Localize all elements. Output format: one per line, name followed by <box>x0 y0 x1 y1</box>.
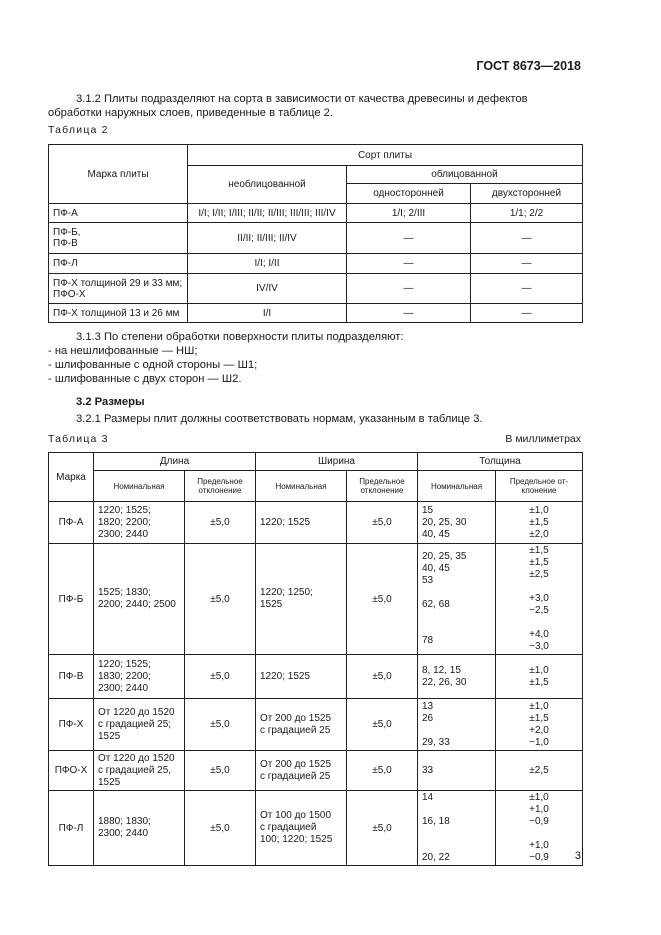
t3-cell-width-dev: ±5,0 <box>347 791 418 866</box>
t3-cell-mark: ПФ-Л <box>49 791 94 866</box>
t2-row-two-sided: — <box>471 254 583 274</box>
t2-header-sort: Сорт плиты <box>188 145 583 166</box>
t2-row-one-sided: — <box>347 223 471 254</box>
t3-cell-width: 1220; 1525 <box>256 655 347 699</box>
t2-row-mark: ПФ-А <box>49 204 188 223</box>
t3-cell-thickness: 20, 25, 35 40, 45 53 62, 68 78 <box>418 544 496 655</box>
t3-cell-mark: ПФ-Х <box>49 699 94 751</box>
t3-cell-thickness-dev: ±1,0 ±1,5 +2,0 −1,0 <box>496 699 583 751</box>
t3-header-length: Длина <box>94 453 256 471</box>
t3-cell-mark: ПФО-Х <box>49 751 94 791</box>
t3-cell-thickness-dev: ±1,0 +1,0 −0,9 +1,0 −0,9 <box>496 791 583 866</box>
t3-cell-thickness: 14 16, 18 20, 22 <box>418 791 496 866</box>
table-row <box>49 751 583 791</box>
t3-cell-length-dev: ±5,0 <box>185 544 256 655</box>
t3-cell-thickness-dev: ±1,0 ±1,5 <box>496 655 583 699</box>
t2-row-mark: ПФ-Х толщиной 13 и 26 мм <box>49 304 188 323</box>
t2-row-two-sided: — <box>471 274 583 304</box>
t3-cell-thickness-dev: ±1,0 ±1,5 ±2,0 <box>496 502 583 544</box>
t2-row-unveneered: II/II; II/III; II/IV <box>188 223 347 254</box>
table-row <box>49 655 583 699</box>
t3-cell-length-dev: ±5,0 <box>185 699 256 751</box>
units-label: В миллиметрах <box>505 433 581 445</box>
t3-cell-length: От 1220 до 1520 с градацией 25; 1525 <box>94 699 185 751</box>
t3-header-deviation: Предельное отклонение <box>185 471 256 502</box>
t3-header-thickness: Толщина <box>418 453 583 471</box>
table3-caption: Таблица 3 <box>48 433 109 445</box>
t2-row-mark: ПФ-Б, ПФ-В <box>49 223 188 254</box>
page-number: 3 <box>574 850 581 862</box>
t2-row-unveneered: I/I; I/II; I/III; II/II; II/III; III/III; III/IV <box>188 204 347 223</box>
t3-cell-width-dev: ±5,0 <box>347 751 418 791</box>
t2-header-unveneered: необлицованной <box>188 166 347 204</box>
t3-cell-thickness-dev: ±1,5 ±1,5 ±2,5 +3,0 −2,5 +4,0 −3,0 <box>496 544 583 655</box>
t2-header-veneered: облицованной <box>347 166 583 184</box>
t2-header-mark: Марка плиты <box>49 145 188 204</box>
t2-row-two-sided: — <box>471 304 583 323</box>
t2-row-unveneered: IV/IV <box>188 274 347 304</box>
list-item: - на нешлифованные — НШ; <box>48 345 198 357</box>
table-row <box>49 502 583 544</box>
t2-row-two-sided: 1/1; 2/2 <box>471 204 583 223</box>
table-row <box>49 791 583 866</box>
t2-header-two-sided: двухсторонней <box>471 184 583 204</box>
t3-header-width: Ширина <box>256 453 418 471</box>
t3-cell-width-dev: ±5,0 <box>347 655 418 699</box>
t3-header-nominal: Номинальная <box>418 471 496 502</box>
t2-row-two-sided: — <box>471 223 583 254</box>
t3-cell-thickness: 13 26 29, 33 <box>418 699 496 751</box>
section-heading-3-2: 3.2 Размеры <box>76 396 145 408</box>
t3-header-nominal: Номинальная <box>94 471 185 502</box>
table-row <box>49 544 583 655</box>
t3-cell-width: От 200 до 1525 с градацией 25 <box>256 751 347 791</box>
t2-row-unveneered: I/I; I/II <box>188 254 347 274</box>
t3-cell-width: От 200 до 1525 с градацией 25 <box>256 699 347 751</box>
t3-header-deviation: Предельное от-клонение <box>496 471 583 502</box>
t3-header-nominal: Номинальная <box>256 471 347 502</box>
t3-cell-length-dev: ±5,0 <box>185 502 256 544</box>
t2-row-mark: ПФ-Л <box>49 254 188 274</box>
paragraph-3-1-3: 3.1.3 По степени обработки поверхности плиты подразделяют: <box>76 331 404 343</box>
t3-cell-thickness: 15 20, 25, 30 40, 45 <box>418 502 496 544</box>
t2-row-one-sided: — <box>347 254 471 274</box>
t3-cell-length-dev: ±5,0 <box>185 655 256 699</box>
t3-header-mark: Марка <box>49 453 94 502</box>
t2-row-unveneered: I/I <box>188 304 347 323</box>
paragraph-3-2-1: 3.2.1 Размеры плит должны соответствовать нормам, указанным в таблице 3. <box>76 413 483 425</box>
table-3 <box>48 452 583 866</box>
t3-cell-mark: ПФ-В <box>49 655 94 699</box>
t2-header-one-sided: односторонней <box>347 184 471 204</box>
t3-cell-width-dev: ±5,0 <box>347 502 418 544</box>
t3-cell-thickness-dev: ±2,5 <box>496 751 583 791</box>
t3-cell-length: 1220; 1525; 1820; 2200; 2300; 2440 <box>94 502 185 544</box>
t3-cell-length: 1220; 1525; 1830; 2200; 2300; 2440 <box>94 655 185 699</box>
t3-cell-width: 1220; 1525 <box>256 502 347 544</box>
t2-row-one-sided: 1/I; 2/III <box>347 204 471 223</box>
t2-row-mark: ПФ-Х толщиной 29 и 33 мм; ПФО-Х <box>49 274 188 304</box>
t3-cell-length-dev: ±5,0 <box>185 751 256 791</box>
t3-cell-thickness: 33 <box>418 751 496 791</box>
t3-cell-length: От 1220 до 1520 с градацией 25, 1525 <box>94 751 185 791</box>
t2-row-one-sided: — <box>347 274 471 304</box>
t3-cell-length: 1880; 1830; 2300; 2440 <box>94 791 185 866</box>
t3-header-deviation: Предельное отклонение <box>347 471 418 502</box>
list-item: - шлифованные с двух сторон — Ш2. <box>48 373 242 385</box>
list-item: - шлифованные с одной стороны — Ш1; <box>48 359 258 371</box>
t3-cell-length-dev: ±5,0 <box>185 791 256 866</box>
t3-cell-width: От 100 до 1500 с градацией 100; 1220; 1525 <box>256 791 347 866</box>
t3-cell-width-dev: ±5,0 <box>347 544 418 655</box>
document-code: ГОСТ 8673—2018 <box>476 59 581 73</box>
t3-cell-width: 1220; 1250; 1525 <box>256 544 347 655</box>
t2-row-one-sided: — <box>347 304 471 323</box>
t3-cell-thickness: 8, 12, 15 22, 26, 30 <box>418 655 496 699</box>
table-2 <box>48 144 583 323</box>
t3-cell-length: 1525; 1830; 2200; 2440; 2500 <box>94 544 185 655</box>
table-row <box>49 699 583 751</box>
t3-cell-mark: ПФ-Б <box>49 544 94 655</box>
t3-cell-mark: ПФ-А <box>49 502 94 544</box>
table2-caption: Таблица 2 <box>48 124 109 136</box>
t3-cell-width-dev: ±5,0 <box>347 699 418 751</box>
paragraph-3-1-2: 3.1.2 Плиты подразделяют на сорта в зависимости от качества древесины и дефектов обработки наружных слоев, приведенные в таблице 2. <box>48 93 528 119</box>
